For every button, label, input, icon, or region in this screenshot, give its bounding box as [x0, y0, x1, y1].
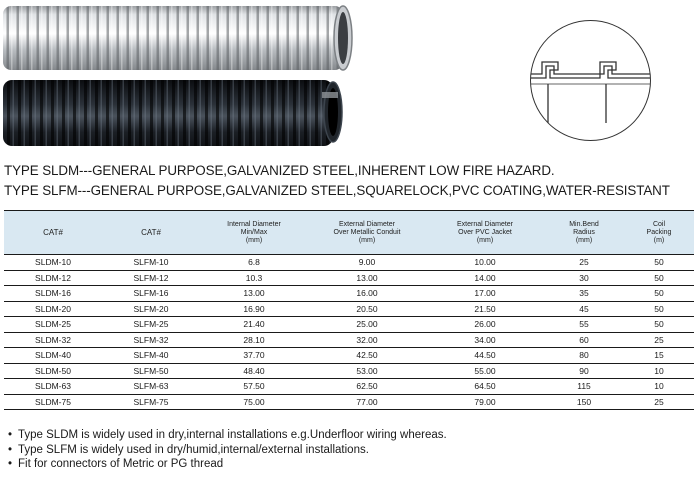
table-cell: 50: [624, 286, 694, 302]
column-header-line: Radius: [573, 228, 595, 236]
bullet-icon: •: [8, 458, 13, 471]
column-header: [308, 211, 426, 255]
column-header-line: Over PVC Jacket: [458, 228, 512, 236]
table-row: [4, 255, 694, 271]
table-cell: SLFM-63: [102, 379, 200, 395]
column-header-line: External Diameter: [456, 220, 514, 228]
table-cell: SLFM-12: [102, 270, 200, 286]
table-cell: 115: [544, 379, 624, 395]
table-cell: 13.00: [200, 286, 308, 302]
table-cell: 57.50: [200, 379, 308, 395]
table-cell: 30: [544, 270, 624, 286]
table-cell: 10: [624, 363, 694, 379]
table-cell: 34.00: [426, 332, 544, 348]
table-cell: 25: [544, 255, 624, 271]
column-header: [544, 211, 624, 255]
table-body: [4, 255, 694, 410]
table-cell: 79.00: [426, 394, 544, 410]
table-cell: SLFM-50: [102, 363, 200, 379]
pvc-coated-conduit: [3, 80, 342, 146]
column-header-line: CAT#: [141, 227, 161, 237]
table-cell: 16.00: [308, 286, 426, 302]
column-header-line: (mm): [245, 236, 263, 244]
column-header: [200, 211, 308, 255]
table-row: [4, 348, 694, 364]
table-cell: 25: [624, 394, 694, 410]
column-header-line: Packing: [646, 228, 672, 236]
table-cell: SLDM-50: [4, 363, 102, 379]
bullet-icon: •: [8, 443, 13, 456]
column-header-line: Min/Max: [240, 228, 268, 236]
table-cell: 80: [544, 348, 624, 364]
table-cell: 37.70: [200, 348, 308, 364]
squarelock-profile-diagram: [528, 18, 653, 143]
type-slfm-heading: TYPE SLFM---GENERAL PURPOSE,GALVANIZED STEEL,SQUARELOCK,PVC COATING,WATER-RESISTANT: [4, 183, 670, 198]
table-cell: 48.40: [200, 363, 308, 379]
note-text: Type SLFM is widely used in dry/humid,internal/external installations.: [18, 443, 369, 456]
table-cell: 77.00: [308, 394, 426, 410]
table-cell: SLFM-25: [102, 317, 200, 333]
table-cell: 17.00: [426, 286, 544, 302]
table-cell: 25.00: [308, 317, 426, 333]
table-cell: SLFM-40: [102, 348, 200, 364]
bullet-icon: •: [8, 429, 13, 441]
table-cell: 26.00: [426, 317, 544, 333]
note-item: [8, 457, 447, 472]
column-header-line: Over Metallic Conduit: [333, 228, 401, 236]
table-cell: SLDM-75: [4, 394, 102, 410]
table-cell: SLFM-75: [102, 394, 200, 410]
column-header-line: Coil: [652, 220, 666, 228]
table-cell: SLFM-16: [102, 286, 200, 302]
table-cell: 15: [624, 348, 694, 364]
table-cell: 45: [544, 301, 624, 317]
table-cell: 42.50: [308, 348, 426, 364]
table-cell: 28.10: [200, 332, 308, 348]
table-cell: SLDM-63: [4, 379, 102, 395]
table-cell: SLFM-20: [102, 301, 200, 317]
table-cell: 62.50: [308, 379, 426, 395]
note-text: Type SLDM is widely used in dry,internal installations e.g.Underfloor wiring whereas.: [18, 429, 447, 441]
specification-table: [4, 210, 694, 410]
table-cell: 50: [624, 317, 694, 333]
table-cell: SLFM-10: [102, 255, 200, 271]
table-cell: 10.3: [200, 270, 308, 286]
column-header-line: Internal Diameter: [227, 220, 281, 228]
table-cell: SLDM-25: [4, 317, 102, 333]
table-cell: SLDM-12: [4, 270, 102, 286]
table-cell: 16.90: [200, 301, 308, 317]
table-cell: 6.8: [200, 255, 308, 271]
table-cell: 14.00: [426, 270, 544, 286]
product-photo: [0, 0, 360, 150]
table-row: [4, 363, 694, 379]
table-cell: SLDM-32: [4, 332, 102, 348]
table-cell: 20.50: [308, 301, 426, 317]
table-cell: 55: [544, 317, 624, 333]
column-header-line: (mm): [476, 236, 494, 244]
table-cell: SLDM-40: [4, 348, 102, 364]
table-cell: 64.50: [426, 379, 544, 395]
table-cell: 10.00: [426, 255, 544, 271]
usage-notes: [8, 428, 447, 472]
table-cell: 13.00: [308, 270, 426, 286]
table-cell: 50: [624, 270, 694, 286]
table-cell: 21.40: [200, 317, 308, 333]
table-cell: 25: [624, 332, 694, 348]
column-header: [4, 211, 102, 255]
table-cell: 150: [544, 394, 624, 410]
table-row: [4, 286, 694, 302]
column-header-line: CAT#: [43, 227, 63, 237]
table-cell: 32.00: [308, 332, 426, 348]
table-cell: SLDM-16: [4, 286, 102, 302]
column-header-line: (mm): [358, 236, 376, 244]
table-cell: 55.00: [426, 363, 544, 379]
table-cell: 21.50: [426, 301, 544, 317]
table-cell: 9.00: [308, 255, 426, 271]
table-row: [4, 301, 694, 317]
table-row: [4, 270, 694, 286]
table-cell: SLDM-20: [4, 301, 102, 317]
column-header-line: (m): [653, 236, 665, 244]
table-cell: 10: [624, 379, 694, 395]
galvanized-conduit: [3, 6, 352, 70]
table-cell: 75.00: [200, 394, 308, 410]
column-header: [102, 211, 200, 255]
table-cell: 35: [544, 286, 624, 302]
note-item: [8, 428, 447, 443]
table-cell: 53.00: [308, 363, 426, 379]
table-cell: SLFM-32: [102, 332, 200, 348]
type-sldm-heading: TYPE SLDM---GENERAL PURPOSE,GALVANIZED STEEL,INHERENT LOW FIRE HAZARD.: [4, 163, 555, 178]
table-row: [4, 379, 694, 395]
column-header-line: External Diameter: [338, 220, 396, 228]
column-header-line: Min.Bend: [569, 220, 599, 228]
table-row: [4, 317, 694, 333]
table-cell: 44.50: [426, 348, 544, 364]
note-item: [8, 443, 447, 458]
table-row: [4, 332, 694, 348]
note-text: Fit for connectors of Metric or PG thread: [18, 458, 224, 471]
column-header: [624, 211, 694, 255]
table-cell: 90: [544, 363, 624, 379]
table-header-row: [4, 211, 694, 255]
table-cell: 60: [544, 332, 624, 348]
table-row: [4, 394, 694, 410]
table-cell: 50: [624, 301, 694, 317]
column-header-line: (mm): [575, 236, 593, 244]
column-header: [426, 211, 544, 255]
table-cell: 50: [624, 255, 694, 271]
table-cell: SLDM-10: [4, 255, 102, 271]
